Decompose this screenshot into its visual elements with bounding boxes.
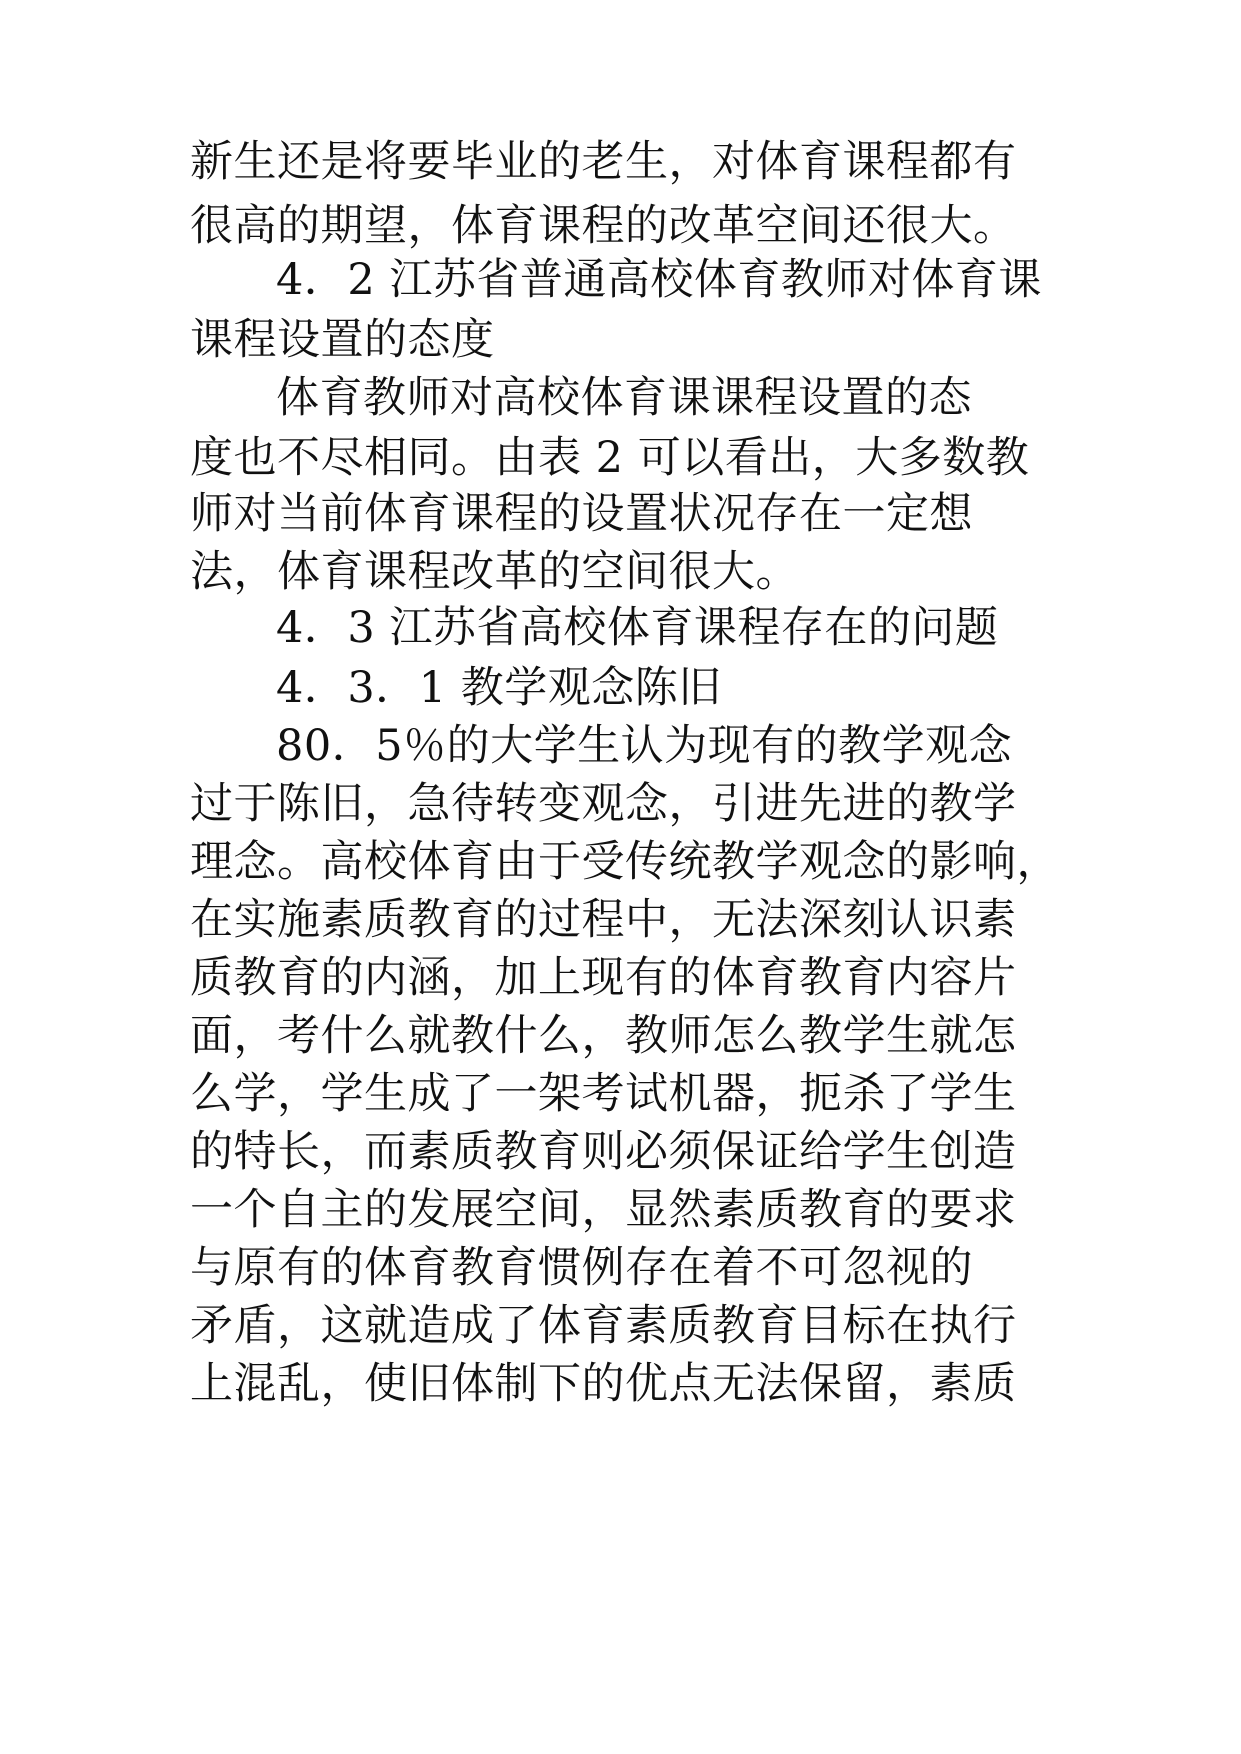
text-line: 么学，学生成了一架考试机器，扼杀了学生 [190,1069,1017,1119]
text-line: 师对当前体育课程的设置状况存在一定想 [190,489,973,539]
text-line: 体育教师对高校体育课课程设置的态 [276,373,972,423]
text-line: 质教育的内涵，加上现有的体育教育内容片 [190,953,1017,1003]
text-line: 一个自主的发展空间，显然素质教育的要求 [190,1185,1017,1235]
text-line: 度也不尽相同。由表 2 可以看出，大多数教 [190,433,1030,483]
text-line: 很高的期望，体育课程的改革空间还很大。 [190,201,1017,251]
text-line: 80．5％的大学生认为现有的教学观念 [276,721,1013,771]
section-heading: 4．3 江苏省高校体育课程存在的问题 [276,603,999,653]
text-line: 与原有的体育教育惯例存在着不可忽视的 [190,1243,973,1293]
text-line: 矛盾，这就造成了体育素质教育目标在执行 [190,1301,1017,1351]
text-line: 的特长，而素质教育则必须保证给学生创造 [190,1127,1017,1177]
text-line: 法，体育课程改革的空间很大。 [190,547,799,597]
subsection-heading: 4．3．1 教学观念陈旧 [276,663,722,713]
text-line: 理念。高校体育由于受传统教学观念的影响， [190,837,1060,887]
text-line: 过于陈旧，急待转变观念，引进先进的教学 [190,779,1017,829]
section-heading: 4．2 江苏省普通高校体育教师对体育课 [276,255,1042,305]
section-heading: 课程设置的态度 [190,315,495,365]
text-line: 上混乱，使旧体制下的优点无法保留，素质 [190,1359,1017,1409]
text-line: 面，考什么就教什么，教师怎么教学生就怎 [190,1011,1017,1061]
text-line: 在实施素质教育的过程中，无法深刻认识素 [190,895,1017,945]
text-line: 新生还是将要毕业的老生，对体育课程都有 [190,137,1017,187]
